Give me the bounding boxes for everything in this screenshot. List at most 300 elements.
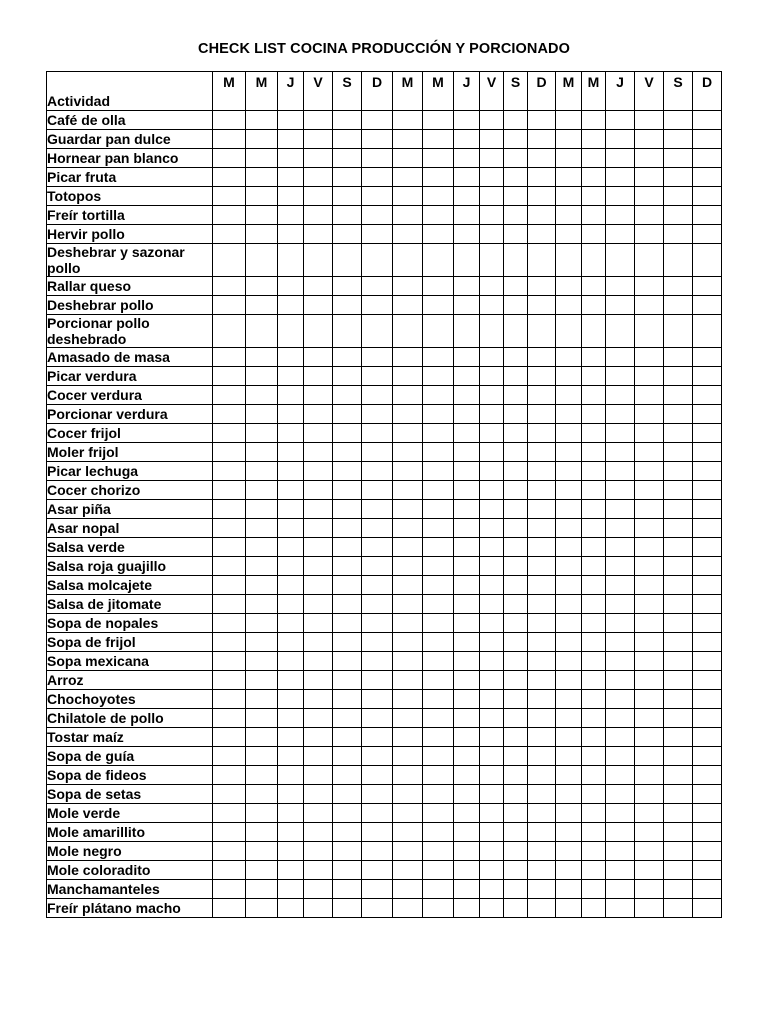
check-cell[interactable] [528,728,556,747]
check-cell[interactable] [213,519,246,538]
check-cell[interactable] [278,899,304,918]
check-cell[interactable] [304,766,333,785]
check-cell[interactable] [664,861,693,880]
check-cell[interactable] [362,225,393,244]
check-cell[interactable] [504,500,528,519]
check-cell[interactable] [333,244,362,277]
check-cell[interactable] [582,168,606,187]
check-cell[interactable] [454,462,480,481]
check-cell[interactable] [480,187,504,206]
check-cell[interactable] [393,405,423,424]
check-cell[interactable] [454,785,480,804]
check-cell[interactable] [528,823,556,842]
check-cell[interactable] [304,500,333,519]
check-cell[interactable] [480,386,504,405]
check-cell[interactable] [278,244,304,277]
check-cell[interactable] [480,614,504,633]
check-cell[interactable] [664,690,693,709]
check-cell[interactable] [393,277,423,296]
check-cell[interactable] [393,443,423,462]
check-cell[interactable] [528,633,556,652]
check-cell[interactable] [480,861,504,880]
check-cell[interactable] [393,861,423,880]
check-cell[interactable] [480,519,504,538]
check-cell[interactable] [423,149,454,168]
check-cell[interactable] [213,671,246,690]
check-cell[interactable] [454,823,480,842]
check-cell[interactable] [528,244,556,277]
check-cell[interactable] [556,823,582,842]
check-cell[interactable] [213,804,246,823]
check-cell[interactable] [393,785,423,804]
check-cell[interactable] [693,557,722,576]
check-cell[interactable] [423,296,454,315]
check-cell[interactable] [504,557,528,576]
check-cell[interactable] [393,130,423,149]
check-cell[interactable] [278,595,304,614]
check-cell[interactable] [213,595,246,614]
check-cell[interactable] [528,206,556,225]
check-cell[interactable] [333,367,362,386]
check-cell[interactable] [333,880,362,899]
check-cell[interactable] [480,500,504,519]
check-cell[interactable] [423,130,454,149]
check-cell[interactable] [693,244,722,277]
check-cell[interactable] [480,424,504,443]
check-cell[interactable] [393,424,423,443]
check-cell[interactable] [504,595,528,614]
check-cell[interactable] [454,880,480,899]
check-cell[interactable] [693,481,722,500]
check-cell[interactable] [664,671,693,690]
check-cell[interactable] [504,367,528,386]
check-cell[interactable] [278,557,304,576]
check-cell[interactable] [693,206,722,225]
check-cell[interactable] [304,823,333,842]
check-cell[interactable] [393,206,423,225]
check-cell[interactable] [246,861,278,880]
check-cell[interactable] [582,405,606,424]
check-cell[interactable] [423,500,454,519]
check-cell[interactable] [454,481,480,500]
check-cell[interactable] [528,671,556,690]
check-cell[interactable] [504,443,528,462]
check-cell[interactable] [693,424,722,443]
check-cell[interactable] [528,899,556,918]
check-cell[interactable] [454,149,480,168]
check-cell[interactable] [423,538,454,557]
check-cell[interactable] [278,519,304,538]
check-cell[interactable] [423,462,454,481]
check-cell[interactable] [362,747,393,766]
check-cell[interactable] [606,709,635,728]
check-cell[interactable] [246,671,278,690]
check-cell[interactable] [246,842,278,861]
check-cell[interactable] [504,671,528,690]
check-cell[interactable] [693,187,722,206]
check-cell[interactable] [606,728,635,747]
check-cell[interactable] [556,111,582,130]
check-cell[interactable] [556,244,582,277]
check-cell[interactable] [213,481,246,500]
check-cell[interactable] [480,462,504,481]
check-cell[interactable] [246,804,278,823]
check-cell[interactable] [480,168,504,187]
check-cell[interactable] [693,500,722,519]
check-cell[interactable] [582,842,606,861]
check-cell[interactable] [304,728,333,747]
check-cell[interactable] [504,111,528,130]
check-cell[interactable] [635,443,664,462]
check-cell[interactable] [606,296,635,315]
check-cell[interactable] [393,244,423,277]
check-cell[interactable] [278,405,304,424]
check-cell[interactable] [246,130,278,149]
check-cell[interactable] [480,595,504,614]
check-cell[interactable] [333,633,362,652]
check-cell[interactable] [635,277,664,296]
check-cell[interactable] [582,557,606,576]
check-cell[interactable] [423,823,454,842]
check-cell[interactable] [480,842,504,861]
check-cell[interactable] [606,315,635,348]
check-cell[interactable] [635,747,664,766]
check-cell[interactable] [393,462,423,481]
check-cell[interactable] [333,823,362,842]
check-cell[interactable] [213,168,246,187]
check-cell[interactable] [480,804,504,823]
check-cell[interactable] [504,576,528,595]
check-cell[interactable] [556,149,582,168]
check-cell[interactable] [246,315,278,348]
check-cell[interactable] [528,861,556,880]
check-cell[interactable] [278,296,304,315]
check-cell[interactable] [504,225,528,244]
check-cell[interactable] [528,538,556,557]
check-cell[interactable] [362,519,393,538]
check-cell[interactable] [504,168,528,187]
check-cell[interactable] [693,861,722,880]
check-cell[interactable] [693,595,722,614]
check-cell[interactable] [304,187,333,206]
check-cell[interactable] [606,244,635,277]
check-cell[interactable] [504,277,528,296]
check-cell[interactable] [304,111,333,130]
check-cell[interactable] [480,315,504,348]
check-cell[interactable] [635,130,664,149]
check-cell[interactable] [454,443,480,462]
check-cell[interactable] [635,804,664,823]
check-cell[interactable] [504,130,528,149]
check-cell[interactable] [246,519,278,538]
check-cell[interactable] [528,168,556,187]
check-cell[interactable] [480,111,504,130]
check-cell[interactable] [246,111,278,130]
check-cell[interactable] [582,481,606,500]
check-cell[interactable] [582,386,606,405]
check-cell[interactable] [278,709,304,728]
check-cell[interactable] [362,443,393,462]
check-cell[interactable] [582,880,606,899]
check-cell[interactable] [664,500,693,519]
check-cell[interactable] [213,633,246,652]
check-cell[interactable] [504,481,528,500]
check-cell[interactable] [393,481,423,500]
check-cell[interactable] [278,130,304,149]
check-cell[interactable] [504,149,528,168]
check-cell[interactable] [454,405,480,424]
check-cell[interactable] [278,187,304,206]
check-cell[interactable] [528,595,556,614]
check-cell[interactable] [362,386,393,405]
check-cell[interactable] [278,443,304,462]
check-cell[interactable] [606,405,635,424]
check-cell[interactable] [480,225,504,244]
check-cell[interactable] [246,576,278,595]
check-cell[interactable] [333,500,362,519]
check-cell[interactable] [664,766,693,785]
check-cell[interactable] [635,785,664,804]
check-cell[interactable] [454,576,480,595]
check-cell[interactable] [480,747,504,766]
check-cell[interactable] [606,111,635,130]
check-cell[interactable] [504,633,528,652]
check-cell[interactable] [304,206,333,225]
check-cell[interactable] [454,747,480,766]
check-cell[interactable] [664,296,693,315]
check-cell[interactable] [246,538,278,557]
check-cell[interactable] [362,766,393,785]
check-cell[interactable] [582,443,606,462]
check-cell[interactable] [606,519,635,538]
check-cell[interactable] [213,538,246,557]
check-cell[interactable] [213,225,246,244]
check-cell[interactable] [423,225,454,244]
check-cell[interactable] [693,538,722,557]
check-cell[interactable] [693,880,722,899]
check-cell[interactable] [393,880,423,899]
check-cell[interactable] [528,766,556,785]
check-cell[interactable] [664,728,693,747]
check-cell[interactable] [504,709,528,728]
check-cell[interactable] [582,633,606,652]
check-cell[interactable] [664,595,693,614]
check-cell[interactable] [304,595,333,614]
check-cell[interactable] [528,149,556,168]
check-cell[interactable] [278,206,304,225]
check-cell[interactable] [423,386,454,405]
check-cell[interactable] [664,149,693,168]
check-cell[interactable] [664,747,693,766]
check-cell[interactable] [693,804,722,823]
check-cell[interactable] [362,842,393,861]
check-cell[interactable] [423,519,454,538]
check-cell[interactable] [693,899,722,918]
check-cell[interactable] [606,130,635,149]
check-cell[interactable] [556,614,582,633]
check-cell[interactable] [606,500,635,519]
check-cell[interactable] [213,296,246,315]
check-cell[interactable] [693,149,722,168]
check-cell[interactable] [423,405,454,424]
check-cell[interactable] [528,405,556,424]
check-cell[interactable] [480,405,504,424]
check-cell[interactable] [480,728,504,747]
check-cell[interactable] [362,424,393,443]
check-cell[interactable] [606,785,635,804]
check-cell[interactable] [635,842,664,861]
check-cell[interactable] [278,747,304,766]
check-cell[interactable] [528,500,556,519]
check-cell[interactable] [246,785,278,804]
check-cell[interactable] [213,187,246,206]
check-cell[interactable] [362,633,393,652]
check-cell[interactable] [664,614,693,633]
check-cell[interactable] [556,861,582,880]
check-cell[interactable] [213,277,246,296]
check-cell[interactable] [480,880,504,899]
check-cell[interactable] [393,500,423,519]
check-cell[interactable] [664,244,693,277]
check-cell[interactable] [504,538,528,557]
check-cell[interactable] [454,633,480,652]
check-cell[interactable] [304,315,333,348]
check-cell[interactable] [528,130,556,149]
check-cell[interactable] [304,842,333,861]
check-cell[interactable] [528,187,556,206]
check-cell[interactable] [333,576,362,595]
check-cell[interactable] [393,633,423,652]
check-cell[interactable] [423,633,454,652]
check-cell[interactable] [278,576,304,595]
check-cell[interactable] [333,481,362,500]
check-cell[interactable] [606,576,635,595]
check-cell[interactable] [213,842,246,861]
check-cell[interactable] [333,614,362,633]
check-cell[interactable] [393,690,423,709]
check-cell[interactable] [528,315,556,348]
check-cell[interactable] [635,424,664,443]
check-cell[interactable] [362,709,393,728]
check-cell[interactable] [304,296,333,315]
check-cell[interactable] [635,614,664,633]
check-cell[interactable] [362,405,393,424]
check-cell[interactable] [454,861,480,880]
check-cell[interactable] [333,766,362,785]
check-cell[interactable] [393,804,423,823]
check-cell[interactable] [393,296,423,315]
check-cell[interactable] [606,149,635,168]
check-cell[interactable] [504,728,528,747]
check-cell[interactable] [362,804,393,823]
check-cell[interactable] [213,149,246,168]
check-cell[interactable] [393,367,423,386]
check-cell[interactable] [480,348,504,367]
check-cell[interactable] [246,652,278,671]
check-cell[interactable] [528,614,556,633]
check-cell[interactable] [582,424,606,443]
check-cell[interactable] [664,709,693,728]
check-cell[interactable] [528,111,556,130]
check-cell[interactable] [304,244,333,277]
check-cell[interactable] [246,244,278,277]
check-cell[interactable] [504,244,528,277]
check-cell[interactable] [635,899,664,918]
check-cell[interactable] [333,225,362,244]
check-cell[interactable] [606,842,635,861]
check-cell[interactable] [693,652,722,671]
check-cell[interactable] [454,315,480,348]
check-cell[interactable] [304,709,333,728]
check-cell[interactable] [333,462,362,481]
check-cell[interactable] [246,880,278,899]
check-cell[interactable] [278,111,304,130]
check-cell[interactable] [635,296,664,315]
check-cell[interactable] [423,690,454,709]
check-cell[interactable] [278,500,304,519]
check-cell[interactable] [213,652,246,671]
check-cell[interactable] [362,652,393,671]
check-cell[interactable] [635,671,664,690]
check-cell[interactable] [423,785,454,804]
check-cell[interactable] [333,709,362,728]
check-cell[interactable] [693,225,722,244]
check-cell[interactable] [556,728,582,747]
check-cell[interactable] [213,386,246,405]
check-cell[interactable] [362,614,393,633]
check-cell[interactable] [362,315,393,348]
check-cell[interactable] [504,842,528,861]
check-cell[interactable] [556,519,582,538]
check-cell[interactable] [664,557,693,576]
check-cell[interactable] [454,206,480,225]
check-cell[interactable] [556,315,582,348]
check-cell[interactable] [606,690,635,709]
check-cell[interactable] [635,576,664,595]
check-cell[interactable] [664,367,693,386]
check-cell[interactable] [454,519,480,538]
check-cell[interactable] [556,804,582,823]
check-cell[interactable] [582,206,606,225]
check-cell[interactable] [606,557,635,576]
check-cell[interactable] [278,277,304,296]
check-cell[interactable] [556,709,582,728]
check-cell[interactable] [304,785,333,804]
check-cell[interactable] [556,277,582,296]
check-cell[interactable] [246,595,278,614]
check-cell[interactable] [582,111,606,130]
check-cell[interactable] [693,168,722,187]
check-cell[interactable] [504,652,528,671]
check-cell[interactable] [246,481,278,500]
check-cell[interactable] [504,206,528,225]
check-cell[interactable] [213,557,246,576]
check-cell[interactable] [393,386,423,405]
check-cell[interactable] [556,671,582,690]
check-cell[interactable] [333,315,362,348]
check-cell[interactable] [393,348,423,367]
check-cell[interactable] [528,557,556,576]
check-cell[interactable] [693,405,722,424]
check-cell[interactable] [556,443,582,462]
check-cell[interactable] [556,842,582,861]
check-cell[interactable] [393,899,423,918]
check-cell[interactable] [582,652,606,671]
check-cell[interactable] [278,880,304,899]
check-cell[interactable] [423,367,454,386]
check-cell[interactable] [333,519,362,538]
check-cell[interactable] [393,709,423,728]
